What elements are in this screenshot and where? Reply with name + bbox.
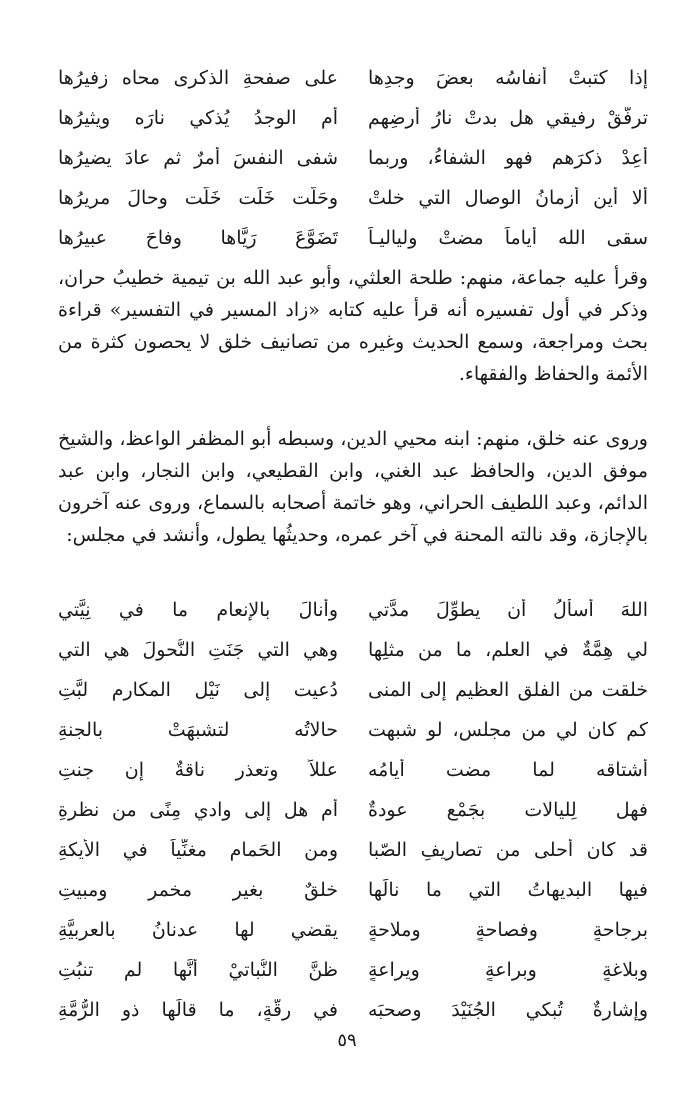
verse-line xyxy=(58,790,648,830)
verse-second-hemistich: شفى النفسَ أمرٌ ثم عادَ يضيرُها xyxy=(58,147,338,169)
verse-first-hemistich: أشتاقه لما مضت أيامُه xyxy=(368,759,648,781)
verse-second-hemistich: وأنالَ بالإنعام ما في نِيَّتي xyxy=(58,599,338,621)
verse-first-hemistich: فهل لِليالات بجَمْعٍ عودةٌ xyxy=(368,799,648,821)
verse-first-hemistich: اللهَ أسألُ أن يطوِّلَ مدَّتي xyxy=(368,599,648,621)
verse-second-hemistich: دُعيت إلى نَيْل المكارم لبَّتِ xyxy=(58,679,338,701)
verse-first-hemistich: وبلاغةٍ وبراعةٍ ويراعةٍ xyxy=(368,959,648,981)
verse-first-hemistich: قد كان أحلى من تصاريفِ الصّبا xyxy=(368,839,648,861)
verse-first-hemistich: وإشارةٌ تُبكي الجُنَيْدَ وصحبَه xyxy=(368,999,648,1021)
verse-line xyxy=(58,870,648,910)
verse-second-hemistich: ظنَّ النُّباتيْ أنَّها لم تنبُتِ xyxy=(58,959,338,981)
verse-second-hemistich: في رِقَّةٍ، ما قالَها ذو الرُّمَّةِ xyxy=(58,999,338,1021)
verse-second-hemistich: حالاتُه لتشبهَتْ بالجنةِ xyxy=(58,719,338,741)
verse-line xyxy=(58,138,648,178)
paragraph-narrators: وروى عنه خلق، منهم: ابنه محيي الدين، وسبطه أبو المظفر الواعظ، والشيخ موفق الدين، والحافظ عبد الغني، وابن القطيعي، وابن النجار، وابن عبد الدائم، وعبد اللطيف الحراني، وهو خاتمة أصحابه بالسماع، وروى عنه آخرون بالإجازة، وقد نالته المحنة في آخر عمره، وحديثُها يطول، وأنشد في مجلس: xyxy=(58,428,648,546)
verse-line xyxy=(58,630,648,670)
verse-line xyxy=(58,990,648,1030)
verse-line xyxy=(58,590,648,630)
verse-line xyxy=(58,670,648,710)
verse-first-hemistich: كم كان لي من مجلسٍ، لو شبهت xyxy=(368,719,648,741)
verse-line xyxy=(58,58,648,98)
paragraph-readers: وقرأ عليه جماعة، منهم: طلحة العلثي، وأبو عبد الله بن تيمية خطيبُ حران، وذكر في أول تفسيره أنه قرأ عليه كتابه «زاد المسير في التفسير» قراءة بحث ومراجعة، وسمع الحديث وغيره من تصانيف خلق لا يحصون كثرة من الأئمة والحفاظ والفقهاء. xyxy=(58,267,648,385)
verse-second-hemistich: خلقٌ بغير مخمرٍ ومبيتِ xyxy=(58,879,338,901)
verse-first-hemistich: ترفَّقْ رفيقي هل بدتْ نارُ أرضِهم xyxy=(368,107,648,129)
verse-line xyxy=(58,178,648,218)
verse-second-hemistich: ومن الحَمام مغنِّياً في الأيكةِ xyxy=(58,839,338,861)
verse-first-hemistich: سقى الله أياماً مضتْ ولياليـاً xyxy=(368,227,648,249)
verse-first-hemistich: فيها البديهاتُ التي ما نالَها xyxy=(368,879,648,901)
verse-line xyxy=(58,218,648,258)
verse-first-hemistich: إذا كتبتْ أنفاسُه بعضَ وجدِها xyxy=(368,67,648,89)
verse-second-hemistich: على صفحةِ الذكرى محاه زفيرُها xyxy=(58,67,338,89)
poem-block-2 xyxy=(58,590,648,1030)
verse-first-hemistich: ألا أين أزمانُ الوصال التي خلتْ xyxy=(368,187,648,209)
verse-second-hemistich: أم الوجدُ يُذكي نارَه ويثيرُها xyxy=(58,107,338,129)
verse-first-hemistich: لي هِمَّةٌ في العلم، ما من مثلِها xyxy=(368,639,648,661)
verse-second-hemistich: وحَلّت خَلَت خَلّت وحالَ مريرُها xyxy=(58,187,338,209)
verse-second-hemistich: عللاً وتعذر ناقةٌ إن جنتِ xyxy=(58,759,338,781)
verse-second-hemistich: يقضي لها عدنانُ بالعربيَّةِ xyxy=(58,919,338,941)
verse-line xyxy=(58,750,648,790)
verse-line xyxy=(58,98,648,138)
poem-block-1 xyxy=(58,58,648,258)
verse-second-hemistich: وهي التي جَنَتِ النُّحولَ هي التي xyxy=(58,639,338,661)
verse-first-hemistich: برجاحةٍ وفصاحةٍ وملاحةٍ xyxy=(368,919,648,941)
verse-first-hemistich: خلقت من الفلق العظيم إلى المنى xyxy=(368,679,648,701)
page-number: ٥٩ xyxy=(337,1030,357,1051)
verse-line xyxy=(58,710,648,750)
verse-line xyxy=(58,910,648,950)
verse-second-hemistich: تَضَوَّعَ رَيَّاها وفاحَ عبيرُها xyxy=(58,227,338,249)
verse-line xyxy=(58,950,648,990)
verse-second-hemistich: أم هل إلى وادي مِنًى من نظرةِ xyxy=(58,799,338,821)
verse-first-hemistich: أَعِدْ ذكرَهم فهو الشفاءُ، وربما xyxy=(368,147,648,169)
verse-line xyxy=(58,830,648,870)
